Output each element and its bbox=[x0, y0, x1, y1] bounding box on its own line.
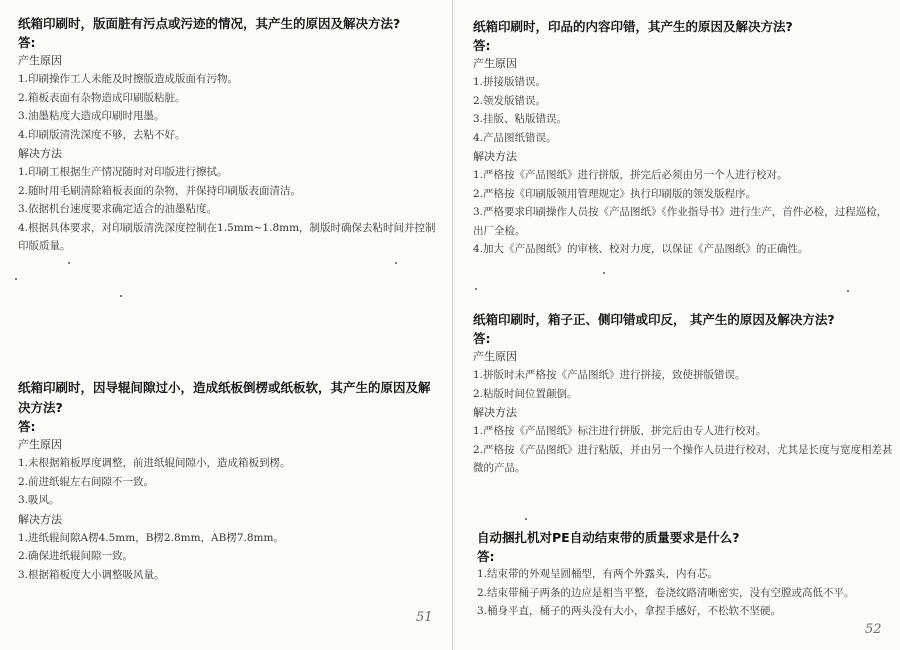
cause-item: 4.产品图纸错误。 bbox=[473, 131, 557, 144]
scan-speck bbox=[525, 518, 527, 520]
cause-item: 4.印刷版清洗深度不够，去粘不好。 bbox=[18, 128, 186, 141]
cause-item: 2.前进纸辊左右间隙不一致。 bbox=[18, 475, 155, 488]
cause-heading: 产生原因 bbox=[473, 350, 517, 363]
solution-item: 1.严格按《产品图纸》进行拼版，拼完后必须由另一个人进行校对。 bbox=[473, 169, 788, 181]
page-number: 52 bbox=[865, 622, 882, 637]
right-page bbox=[455, 0, 900, 650]
solution-item: 2.随时用毛刷清除箱板表面的杂物，并保持印刷版表面清洁。 bbox=[18, 184, 302, 197]
solution-item: 2.确保进纸辊间隙一致。 bbox=[18, 550, 134, 562]
scan-speck bbox=[475, 288, 477, 290]
answer-item: 1.结束带的外观呈圆桶型，有两个外露头，内有芯。 bbox=[477, 568, 719, 580]
section-dirty-plate bbox=[18, 14, 438, 256]
cause-heading: 产生原因 bbox=[18, 438, 62, 451]
solution-heading: 解决方法 bbox=[473, 150, 517, 163]
page-number: 51 bbox=[416, 610, 433, 625]
solution-item: 3.严格要求印刷操作人员按《产品图纸》《作业指导书》进行生产，首件必检，过程巡检，出厂全检。 bbox=[473, 206, 888, 237]
cause-item: 2.领发版错误。 bbox=[473, 94, 547, 107]
cause-item: 1.拼版时未严格按《产品图纸》进行拼接，致使拼版错误。 bbox=[473, 369, 746, 381]
answer-label: 答: bbox=[473, 38, 491, 53]
section-pe-strap bbox=[477, 528, 893, 621]
solution-item: 4.根据具体要求，对印刷版清洗深度控制在1.5mm~1.8mm，制版时确保去粘时间并控制印版质量。 bbox=[18, 221, 436, 252]
scan-speck bbox=[120, 295, 122, 297]
solution-item: 1.进纸辊间隙A楞4.5mm，B楞2.8mm，AB楞7.8mm。 bbox=[18, 531, 284, 544]
answer-item: 2.结束带桶子两条的边应是相当平整，卷浇纹路清晰密实，没有空膛或高低不平。 bbox=[477, 586, 855, 599]
cause-item: 1.未根据箱板厚度调整，前进纸辊间隙小，造成箱板到楞。 bbox=[18, 457, 291, 469]
answer-item: 3.桶身平直，桶子的两头没有大小，拿捏手感好，不松软不坚硬。 bbox=[477, 605, 782, 617]
question-heading: 纸箱印刷时，印品的内容印错，其产生的原因及解决方法? bbox=[473, 19, 793, 34]
solution-item: 2.严格按《产品图纸》进行粘版，并由另一个操作人员进行校对，尤其是长度与宽度相差甚微的产品。 bbox=[473, 443, 893, 474]
solution-item: 3.依据机台速度要求确定适合的油墨粘度。 bbox=[18, 203, 218, 215]
solution-heading: 解决方法 bbox=[18, 147, 62, 160]
cause-item: 2.箱板表面有杂物造成印刷版粘脏。 bbox=[18, 91, 186, 104]
section-roller-gap bbox=[18, 378, 438, 584]
question-heading: 纸箱印刷时，版面脏有污点或污迹的情况，其产生的原因及解决方法? bbox=[18, 16, 401, 31]
solution-item: 1.严格按《产品图纸》标注进行拼版，拼完后由专人进行校对。 bbox=[473, 425, 767, 437]
solution-heading: 解决方法 bbox=[18, 512, 62, 526]
scan-speck bbox=[68, 262, 70, 264]
question-heading: 纸箱印刷时，因导辊间隙过小，造成纸板倒楞或纸板软，其产生的原因及解决方法? bbox=[18, 380, 431, 415]
section-side-misprint bbox=[473, 310, 893, 478]
scan-speck bbox=[847, 290, 849, 292]
solution-item: 2.严格按《印刷版领用管理规定》执行印刷版的领发版程序。 bbox=[473, 187, 757, 200]
answer-label: 答: bbox=[473, 331, 491, 346]
cause-item: 1.印刷操作工人未能及时擦版造成版面有污物。 bbox=[18, 73, 239, 85]
cause-item: 3.油墨粘度大造成印刷时甩墨。 bbox=[18, 110, 165, 122]
question-heading: 纸箱印刷时，箱子正、侧印错或印反， 其产生的原因及解决方法? bbox=[473, 312, 835, 327]
scan-speck bbox=[603, 272, 605, 274]
answer-label: 答: bbox=[18, 419, 36, 434]
solution-item: 4.加大《产品图纸》的审核、校对力度，以保证《产品图纸》的正确性。 bbox=[473, 243, 809, 255]
question-heading: 自动捆扎机对PE自动结束带的质量要求是什么? bbox=[477, 530, 740, 545]
solution-item: 3.根据箱板度大小调整吸风量。 bbox=[18, 568, 165, 581]
scan-speck bbox=[395, 262, 397, 264]
cause-item: 3.挂版、粘版错误。 bbox=[473, 113, 568, 125]
cause-heading: 产生原因 bbox=[18, 54, 62, 67]
cause-item: 2.粘版时间位置颠倒。 bbox=[473, 387, 578, 400]
answer-label: 答: bbox=[477, 549, 495, 564]
scan-speck bbox=[15, 278, 17, 280]
cause-item: 1.拼接版错误。 bbox=[473, 76, 547, 88]
cause-heading: 产生原因 bbox=[473, 57, 517, 70]
section-wrong-content bbox=[473, 17, 893, 259]
cause-item: 3.吸风。 bbox=[18, 494, 60, 506]
answer-label: 答: bbox=[18, 35, 36, 50]
solution-item: 1.印刷工根据生产情况随时对印版进行擦拭。 bbox=[18, 166, 228, 178]
solution-heading: 解决方法 bbox=[473, 406, 517, 419]
